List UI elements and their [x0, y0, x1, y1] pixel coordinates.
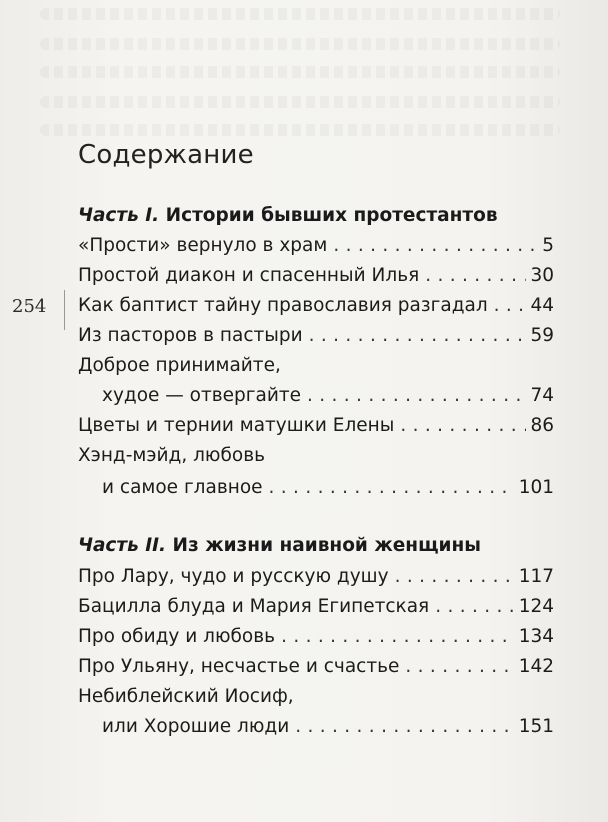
toc-entry [102, 477, 554, 503]
toc-entry-page: 5 [542, 235, 554, 256]
bleed-through [40, 38, 560, 50]
toc-entry [78, 235, 554, 261]
page-number: 254 [12, 296, 47, 317]
toc-entry [78, 656, 554, 682]
toc-entry-title-line2: или Хорошие люди [102, 716, 290, 737]
toc-entry-page: 59 [530, 325, 554, 346]
toc-entry-page: 142 [518, 656, 554, 677]
toc-entry-title: Бацилла блуда и Мария Египетская [78, 596, 430, 617]
dot-leader [405, 656, 514, 677]
toc-entry-title: Простой диакон и спасенный Илья [78, 265, 420, 286]
toc-entry [78, 566, 554, 592]
toc-entry-title-line2: и самое главное [102, 477, 263, 498]
dot-leader [395, 566, 515, 587]
toc-entry-page: 74 [530, 385, 554, 406]
toc-title: Содержание [78, 140, 254, 170]
toc-entry [78, 265, 554, 291]
toc-entry [102, 385, 554, 411]
toc-entry-title: Про Ульяну, несчастье и счастье [78, 656, 400, 677]
toc-entry-page: 44 [530, 295, 554, 316]
part-2-heading [78, 535, 481, 556]
part-2-title: Из жизни наивной женщины [172, 535, 481, 556]
toc-entry-title-line1: Небиблейский Иосиф, [78, 686, 294, 707]
dot-leader [425, 265, 526, 286]
bleed-through [40, 66, 560, 78]
toc-entry-title-line1: Хэнд-мэйд, любовь [78, 445, 266, 466]
bleed-through [40, 96, 560, 108]
dot-leader [309, 325, 527, 346]
toc-entry-title-line1: Доброе принимайте, [78, 355, 281, 376]
toc-entry [102, 716, 554, 742]
toc-entry-page: 124 [518, 596, 554, 617]
bleed-through [40, 8, 560, 20]
toc-entry-page: 30 [530, 265, 554, 286]
dot-leader [281, 626, 515, 647]
toc-entry-title: Как баптист тайну православия разгадал [78, 295, 488, 316]
toc-entry-page: 134 [518, 626, 554, 647]
toc-entry [78, 596, 554, 622]
dot-leader [435, 596, 515, 617]
dot-leader [269, 477, 515, 498]
toc-entry-title: Из пасторов в пастыри [78, 325, 303, 346]
part-1-label: Часть I. [78, 205, 160, 226]
toc-entry-title: Про обиду и любовь [78, 626, 276, 647]
toc-entry-title-line2: худое — отвергайте [102, 385, 302, 406]
toc-entry-page: 101 [518, 477, 554, 498]
page-number-rule [64, 290, 65, 330]
dot-leader [494, 295, 527, 316]
dot-leader [295, 716, 514, 737]
toc-entry-page: 86 [530, 415, 554, 436]
part-1-heading [78, 205, 498, 226]
dot-leader [307, 385, 526, 406]
toc-entry [78, 295, 554, 321]
toc-entry-title: Про Лару, чудо и русскую душу [78, 566, 389, 587]
toc-entry-page: 117 [518, 566, 554, 587]
toc-entry-title: «Прости» вернуло в храм [78, 235, 328, 256]
bleed-through [40, 124, 560, 136]
toc-entry-page: 151 [518, 716, 554, 737]
part-1-title: Истории бывших протестантов [165, 205, 498, 226]
toc-entry [78, 415, 554, 441]
part-2-label: Часть II. [78, 535, 167, 556]
toc-entry [78, 626, 554, 652]
toc-entry [78, 325, 554, 351]
toc-entry-title: Цветы и тернии матушки Елены [78, 415, 395, 436]
dot-leader [333, 235, 538, 256]
dot-leader [400, 415, 526, 436]
